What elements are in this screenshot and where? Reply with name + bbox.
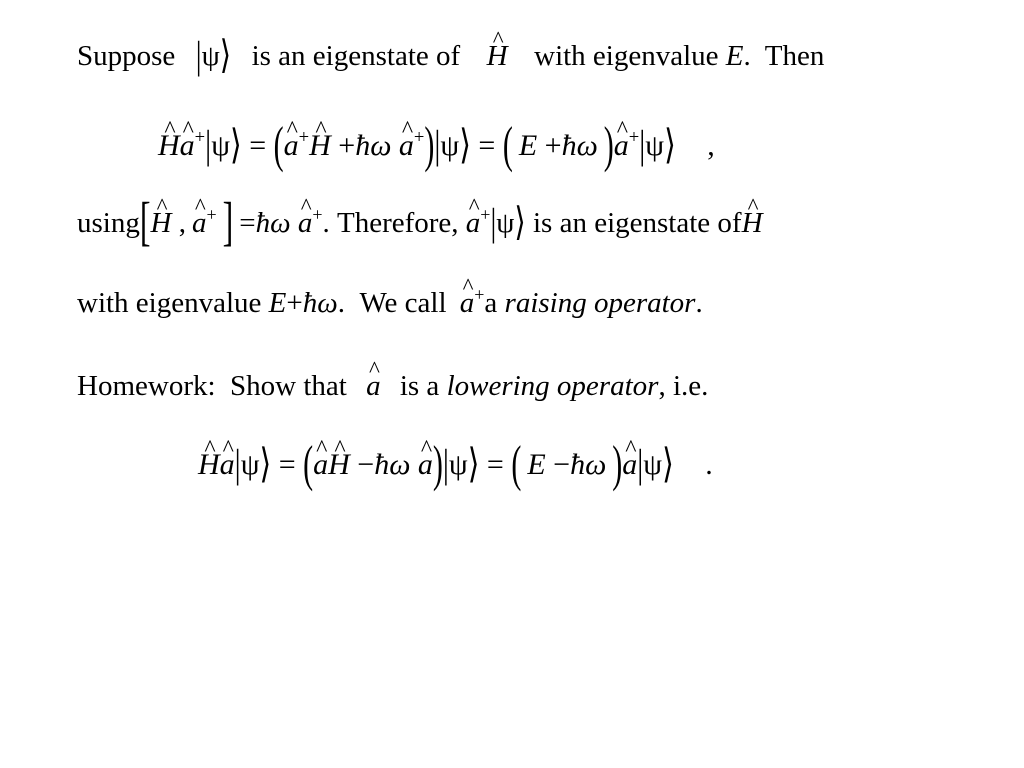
text-is-a: is a <box>399 370 440 402</box>
omega-symbol: ω <box>270 207 291 239</box>
psi-symbol: ψ <box>496 207 515 239</box>
line-1 <box>77 34 825 78</box>
psi-symbol: ψ <box>643 448 663 481</box>
a-hat: ^ a <box>298 209 313 238</box>
psi-symbol: ψ <box>448 448 468 481</box>
text-then: . Then <box>743 40 825 72</box>
energy-symbol: E <box>518 129 538 162</box>
plus-sign: + <box>286 287 303 319</box>
a-hat: ^ a <box>366 372 381 401</box>
a-hat: ^ a <box>418 450 433 480</box>
a-hat: ^ a <box>460 289 475 318</box>
plus-sign: + <box>544 129 562 162</box>
psi-symbol: ψ <box>240 448 260 481</box>
psi-symbol: ψ <box>440 129 460 162</box>
H-hat: ^ H <box>328 450 350 480</box>
energy-symbol: E <box>527 448 546 481</box>
minus-sign: − <box>357 448 375 481</box>
psi-symbol: ψ <box>645 129 665 162</box>
equals-sign: = <box>239 207 256 239</box>
H-hat: ^ H <box>198 450 220 480</box>
a-hat: ^ a <box>399 131 414 161</box>
equation-raising: ^ H^ a+|ψ⟩ = (^ a+^ H +ħω ^ a+)|ψ⟩ = ( E +ħω )^ a+|ψ⟩ , <box>158 131 715 161</box>
text-raising-operator: raising operator <box>504 287 696 319</box>
eq-period: . <box>705 448 713 481</box>
dagger-plus: + <box>413 126 425 148</box>
text-therefore: . Therefore, <box>322 207 459 239</box>
equals-sign: = <box>278 448 296 481</box>
text-with-eigenvalue: with eigenvalue <box>534 40 719 72</box>
a-hat: ^ a <box>622 450 637 480</box>
text-using: using <box>77 207 140 239</box>
a-hat: ^ a <box>180 131 195 161</box>
dagger-plus: + <box>628 126 640 148</box>
text-homework: Homework: Show that <box>77 370 347 402</box>
H-hat: ^ H <box>151 209 172 238</box>
omega-symbol: ω <box>389 448 411 481</box>
H-hat: ^ H <box>742 209 763 238</box>
equals-sign: = <box>486 448 504 481</box>
text-ie: , i.e. <box>658 370 709 402</box>
plus-sign: + <box>338 129 356 162</box>
hamiltonian-symbol: ^ H <box>487 42 508 71</box>
text-with-eigenvalue: with eigenvalue <box>77 287 262 319</box>
ket-angle: ⟩ <box>219 34 232 78</box>
line-5 <box>77 372 708 401</box>
dagger-plus: + <box>480 204 491 225</box>
dagger-plus: + <box>298 126 310 148</box>
a-hat: ^ a <box>466 209 481 238</box>
hbar-symbol: ħ <box>561 129 577 162</box>
omega-symbol: ω <box>585 448 607 481</box>
a-hat: ^ a <box>192 209 207 238</box>
energy-symbol: E <box>725 40 744 72</box>
energy-symbol: E <box>268 287 287 319</box>
psi-symbol: ψ <box>201 40 220 72</box>
line-4 <box>77 284 703 319</box>
hbar-symbol: ħ <box>374 448 390 481</box>
line-3: using[^ H ,^ a+ ] =ħω ^ a+. Therefore, ^ a+|ψ⟩ is an eigenstate of^ H <box>77 205 763 238</box>
text-period: . <box>695 287 703 319</box>
omega-symbol: ω <box>576 129 598 162</box>
dagger-plus: + <box>194 126 206 148</box>
minus-sign: − <box>553 448 571 481</box>
text-lowering-operator: lowering operator <box>446 370 659 402</box>
eq-comma: , <box>707 129 715 162</box>
equals-sign: = <box>249 129 267 162</box>
hbar-symbol: ħ <box>570 448 586 481</box>
psi-symbol: ψ <box>211 129 230 162</box>
omega-symbol: ω <box>370 129 392 162</box>
dagger-plus: + <box>206 204 217 225</box>
a-hat: ^ a <box>220 450 235 480</box>
text-suppose: Suppose <box>77 40 176 72</box>
a-hat: ^ a <box>284 131 299 161</box>
hbar-symbol: ħ <box>355 129 371 162</box>
H-hat: ^ H <box>158 131 180 161</box>
ket-bar: | <box>195 34 202 78</box>
hbar-symbol: ħ <box>302 287 318 319</box>
a-hat: ^ a <box>313 450 328 480</box>
hbar-symbol: ħ <box>255 207 271 239</box>
a-hat: ^ a <box>614 131 629 161</box>
H-hat: ^ H <box>309 131 331 161</box>
omega-symbol: ω <box>317 287 338 319</box>
text-is-eigenstate: is an eigenstate of <box>251 40 461 72</box>
text-we-call: . We call <box>337 287 447 319</box>
text-a: a <box>484 287 498 319</box>
dagger-plus: + <box>312 204 323 225</box>
text-is-eigenstate-of: is an eigenstate of <box>532 207 742 239</box>
dagger-plus: + <box>474 284 485 305</box>
equation-lowering: ^ H^ a|ψ⟩ = (^ a^ H −ħω ^ a)|ψ⟩ = ( E −ħω )^ a|ψ⟩ . <box>198 450 713 480</box>
equals-sign: = <box>478 129 496 162</box>
